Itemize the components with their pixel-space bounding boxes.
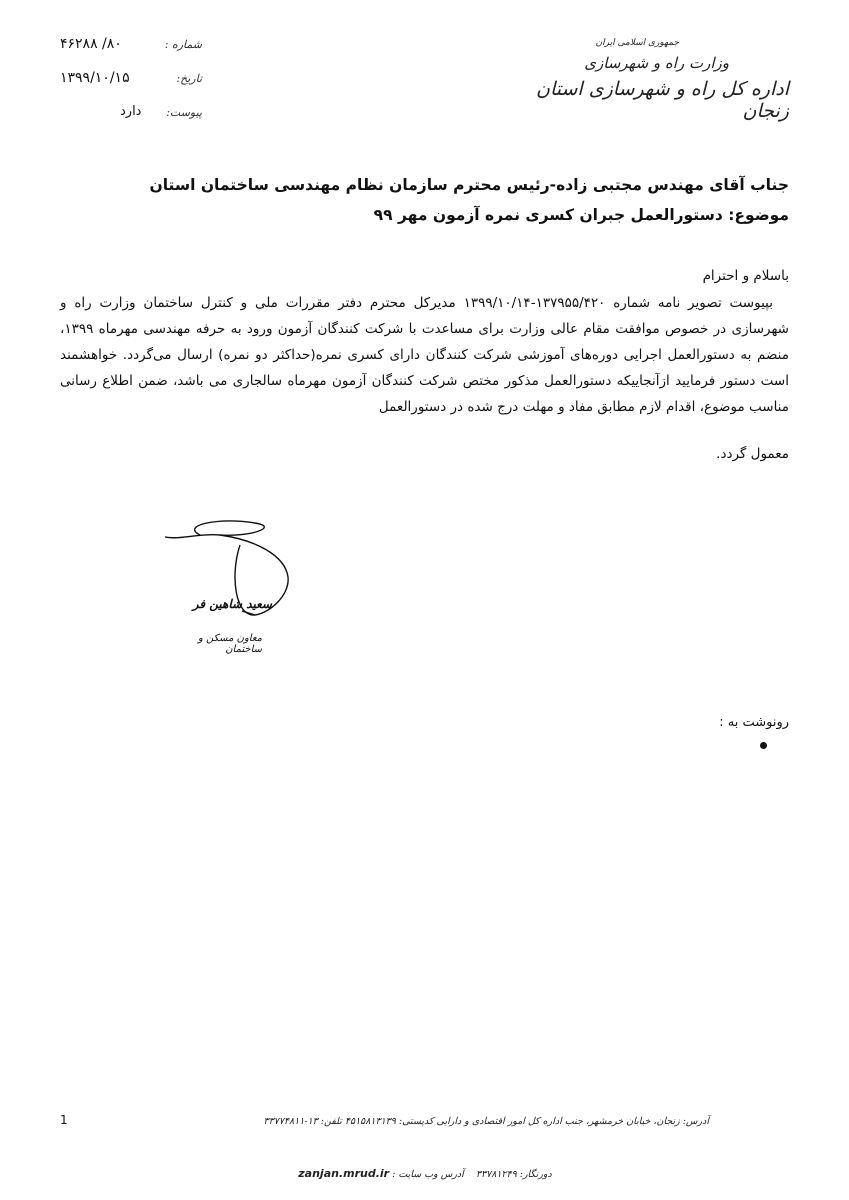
attachment-row bbox=[60, 106, 210, 140]
footer-contact bbox=[200, 1167, 650, 1180]
date-value: ۱۳۹۹/۱۰/۱۵ bbox=[60, 70, 130, 86]
footer-website[interactable]: zanjan.mrud.ir bbox=[298, 1167, 390, 1180]
department-label: اداره کل راه و شهرسازی استان زنجان bbox=[536, 78, 789, 122]
attachment-value: دارد bbox=[120, 104, 142, 119]
number-label: شماره : bbox=[164, 38, 202, 51]
footer-website-label: آدرس وب سایت : bbox=[392, 1169, 464, 1180]
signatory-title: معاون مسکن و ساختمان bbox=[198, 633, 262, 655]
addressee: جناب آقای مهندس مجتبی زاده-رئیس محترم سازمان نظام مهندسی ساختمان استان bbox=[149, 176, 789, 194]
subject-line: موضوع: دستورالعمل جبران کسری نمره آزمون مهر ۹۹ bbox=[373, 206, 789, 224]
cc-bullet bbox=[760, 742, 767, 749]
letter-closing: معمول گردد. bbox=[716, 446, 789, 462]
ministry-label: وزارت راه و شهرسازی bbox=[584, 54, 729, 72]
attachment-label: پیوست: bbox=[166, 106, 202, 119]
number-row bbox=[60, 38, 210, 72]
cc-label: رونوشت به : bbox=[719, 715, 789, 730]
letter-body: بپیوست تصویر نامه شماره ۱۳۷۹۵۵/۴۲۰-۱۳۹۹/۱۰/۱۴ مدیرکل محترم دفتر مقررات ملی و کنترل ساختمان وزارت راه و شهرسازی در خصوص موافقت مقام عالی وزارت برای مساعدت با شرکت کنندگان آزمون ورود به حرفه مهندسی مهرماه ۱۳۹۹، منضم به دستورالعمل اجرایی دوره‌های آموزشی شرکت کنندگان دارای کسری نمره(حداکثر دو نمره) ارسال می‌گردد. خواهشمند است دستور فرمایید ازآنجاییکه دستورالعمل مذکور مختص شرکت کنندگان آزمون مهرماه سالجاری می باشد، ضمن اطلاع رسانی مناسب موضوع، اقدام لازم مطابق مفاد و مهلت درج شده در دستورالعمل bbox=[60, 295, 789, 415]
greeting: باسلام و احترام bbox=[702, 268, 789, 284]
letter-meta bbox=[60, 38, 210, 140]
date-row bbox=[60, 72, 210, 106]
letterhead bbox=[529, 38, 789, 122]
number-value: ۸۰/ ۴۶۲۸۸ bbox=[60, 36, 122, 52]
signatory-name: سعید شاهین فر bbox=[192, 597, 272, 611]
footer-fax: دورنگار: ۳۳۷۸۱۲۴۹ bbox=[475, 1169, 552, 1180]
date-label: تاریخ: bbox=[176, 72, 202, 85]
page-number: 1 bbox=[60, 1113, 68, 1127]
footer-address: آدرس: زنجان، خیابان خرمشهر، جنب اداره کل امور اقتصادی و دارایی کدپستی: ۴۵۱۵۸۱۳۱۳۹ تلفن: ۱۳-۳۳۷۷۴۸۱۱ bbox=[263, 1116, 709, 1127]
republic-label: جمهوری اسلامی ایران bbox=[595, 38, 679, 48]
